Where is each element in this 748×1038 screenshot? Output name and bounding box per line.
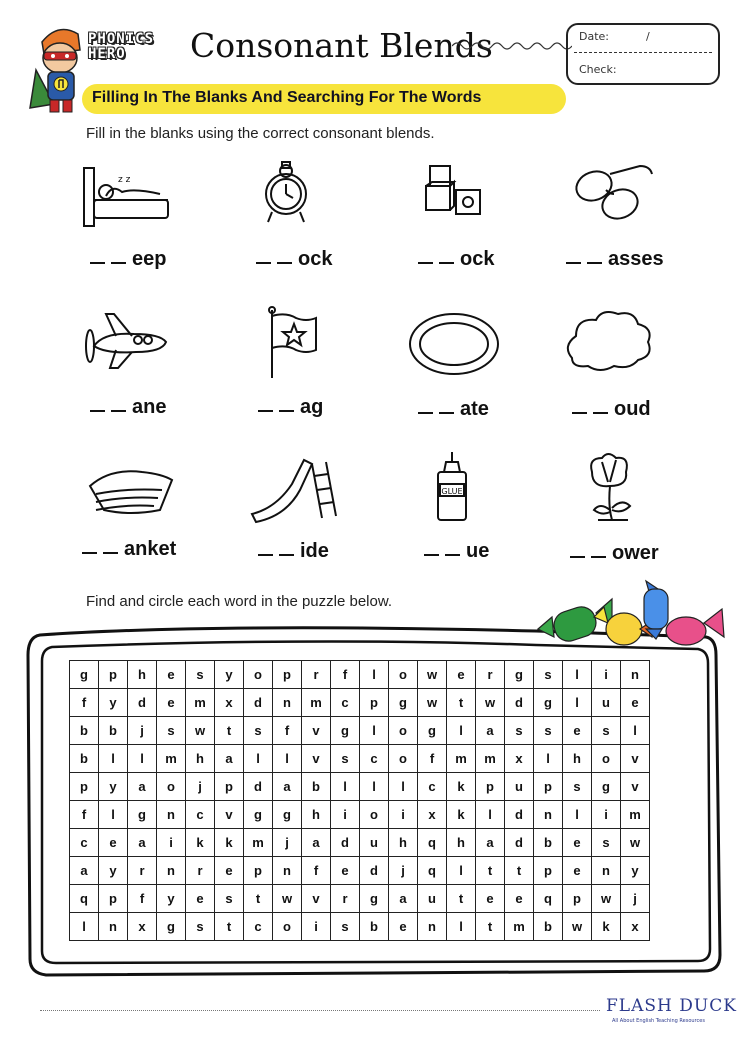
puzzle-cell[interactable]: l [534,745,563,773]
puzzle-cell[interactable]: p [215,773,244,801]
puzzle-cell[interactable]: l [99,801,128,829]
puzzle-cell[interactable]: t [215,717,244,745]
brand-line-1: PHONICS [88,31,155,47]
puzzle-cell[interactable]: p [476,773,505,801]
puzzle-cell[interactable]: k [186,829,215,857]
puzzle-cell[interactable]: e [215,857,244,885]
puzzle-cell[interactable]: o [157,773,186,801]
puzzle-cell[interactable]: f [70,801,99,829]
subtitle: Filling In The Blanks And Searching For The Words [92,89,482,106]
puzzle-cell[interactable]: l [476,801,505,829]
puzzle-cell[interactable]: r [186,857,215,885]
letter-blank[interactable] [111,262,126,264]
letter-blank[interactable] [279,554,294,556]
puzzle-cell[interactable]: n [592,857,621,885]
puzzle-cell[interactable]: l [360,661,389,689]
puzzle-cell[interactable]: v [302,745,331,773]
puzzle-cell[interactable]: m [505,913,534,941]
puzzle-cell[interactable]: f [70,689,99,717]
blank-word-3 [418,248,494,271]
toy-blocks-icon [402,156,502,230]
puzzle-cell[interactable]: u [360,829,389,857]
word-ending: anket [124,538,177,560]
puzzle-cell[interactable]: m [447,745,476,773]
puzzle-cell[interactable]: p [70,773,99,801]
puzzle-cell[interactable]: e [447,661,476,689]
puzzle-cell[interactable]: g [389,689,418,717]
puzzle-cell[interactable]: l [447,913,476,941]
puzzle-cell[interactable]: e [99,829,128,857]
puzzle-cell[interactable]: g [331,717,360,745]
puzzle-cell[interactable]: o [244,661,273,689]
puzzle-cell[interactable]: s [563,773,592,801]
puzzle-cell[interactable]: p [273,661,302,689]
puzzle-cell[interactable]: s [592,717,621,745]
flower-icon [562,452,662,526]
puzzle-row [70,689,650,717]
puzzle-cell[interactable]: j [273,829,302,857]
puzzle-row [70,773,650,801]
puzzle-cell[interactable]: g [505,661,534,689]
puzzle-cell[interactable]: m [621,801,650,829]
candy-decoration-icon [536,573,731,663]
glasses-icon [564,156,664,230]
puzzle-cell[interactable]: l [360,717,389,745]
puzzle-cell[interactable]: w [563,913,592,941]
puzzle-cell[interactable]: g [244,801,273,829]
puzzle-cell[interactable]: i [302,913,331,941]
letter-blank[interactable] [103,552,118,554]
find-instruction: Find and circle each word in the puzzle below. [86,593,393,610]
puzzle-cell[interactable]: g [418,717,447,745]
puzzle-cell[interactable]: v [215,801,244,829]
puzzle-cell[interactable]: d [244,689,273,717]
puzzle-cell[interactable]: d [331,829,360,857]
puzzle-cell[interactable]: a [273,773,302,801]
puzzle-cell[interactable]: e [563,857,592,885]
date-label: Date: [579,30,609,43]
letter-blank[interactable] [418,262,433,264]
letter-blank[interactable] [424,554,439,556]
letter-blank[interactable] [258,410,273,412]
fill-instruction: Fill in the blanks using the correct consonant blends. [86,125,435,142]
word-ending: oud [614,398,651,420]
footer-divider [40,1010,600,1011]
puzzle-cell[interactable]: b [534,913,563,941]
check-label: Check: [579,63,617,76]
puzzle-cell[interactable]: l [563,801,592,829]
puzzle-cell[interactable]: l [563,689,592,717]
puzzle-cell[interactable]: q [418,857,447,885]
puzzle-cell[interactable]: i [592,661,621,689]
puzzle-row [70,801,650,829]
puzzle-cell[interactable]: v [621,773,650,801]
puzzle-cell[interactable]: t [476,913,505,941]
puzzle-cell[interactable]: d [360,857,389,885]
puzzle-cell[interactable]: i [592,801,621,829]
letter-blank[interactable] [591,556,606,558]
puzzle-cell[interactable]: h [128,661,157,689]
blank-word-11 [424,540,489,563]
puzzle-cell[interactable]: w [418,689,447,717]
puzzle-cell[interactable]: r [128,857,157,885]
puzzle-cell[interactable]: f [418,745,447,773]
puzzle-cell[interactable]: c [418,773,447,801]
puzzle-cell[interactable]: t [244,885,273,913]
puzzle-cell[interactable]: a [128,829,157,857]
puzzle-row [70,885,650,913]
letter-blank[interactable] [277,262,292,264]
word-search-grid [69,660,650,941]
word-ending: ane [132,396,167,418]
cloud-icon [558,306,658,380]
puzzle-cell[interactable]: i [331,801,360,829]
puzzle-cell[interactable]: k [592,913,621,941]
puzzle-cell[interactable]: g [360,885,389,913]
word-ending: ower [612,542,659,564]
puzzle-cell[interactable]: s [186,913,215,941]
puzzle-cell[interactable]: p [563,885,592,913]
puzzle-cell[interactable]: j [389,857,418,885]
blank-word-7 [418,398,489,421]
letter-blank[interactable] [279,410,294,412]
puzzle-cell[interactable]: e [186,885,215,913]
puzzle-cell[interactable]: o [389,661,418,689]
letter-blank[interactable] [593,412,608,414]
puzzle-cell[interactable]: g [273,801,302,829]
puzzle-cell[interactable]: x [621,913,650,941]
puzzle-cell[interactable]: o [360,801,389,829]
puzzle-cell[interactable]: b [70,745,99,773]
sleeping-person-icon [72,160,172,234]
puzzle-cell[interactable]: b [99,717,128,745]
puzzle-cell[interactable]: s [157,717,186,745]
puzzle-cell[interactable]: p [99,661,128,689]
puzzle-cell[interactable]: e [389,913,418,941]
blank-word-12 [570,542,659,565]
puzzle-cell[interactable]: r [476,661,505,689]
puzzle-cell[interactable]: u [505,773,534,801]
puzzle-cell[interactable]: y [215,661,244,689]
puzzle-cell[interactable]: g [592,773,621,801]
puzzle-cell[interactable]: a [302,829,331,857]
letter-blank[interactable] [111,410,126,412]
puzzle-cell[interactable]: v [621,745,650,773]
puzzle-cell[interactable]: i [389,801,418,829]
puzzle-row [70,913,650,941]
puzzle-cell[interactable]: h [302,801,331,829]
puzzle-cell[interactable]: e [157,689,186,717]
blank-word-1 [90,248,166,271]
letter-blank[interactable] [258,554,273,556]
date-check-box [566,23,720,85]
puzzle-cell[interactable]: n [273,857,302,885]
puzzle-cell[interactable]: q [70,885,99,913]
puzzle-cell[interactable]: h [186,745,215,773]
alarm-clock-icon [238,156,338,230]
puzzle-cell[interactable]: f [273,717,302,745]
svg-text:z z: z z [118,175,131,185]
puzzle-cell[interactable]: b [302,773,331,801]
airplane-icon [76,306,176,380]
puzzle-cell[interactable]: u [418,885,447,913]
letter-blank[interactable] [90,262,105,264]
letter-blank[interactable] [566,262,581,264]
word-ending: ock [460,248,495,270]
word-ending: eep [132,248,167,270]
puzzle-cell[interactable]: x [128,913,157,941]
puzzle-cell[interactable]: g [157,913,186,941]
puzzle-cell[interactable]: t [447,689,476,717]
puzzle-cell[interactable]: s [534,661,563,689]
puzzle-cell[interactable]: e [563,829,592,857]
puzzle-row [70,857,650,885]
puzzle-cell[interactable]: k [447,773,476,801]
puzzle-cell[interactable]: t [215,913,244,941]
puzzle-cell[interactable]: j [128,717,157,745]
blank-word-4 [566,248,664,271]
puzzle-cell[interactable]: m [302,689,331,717]
puzzle-cell[interactable]: l [563,661,592,689]
puzzle-cell[interactable]: w [592,885,621,913]
letter-blank[interactable] [82,552,97,554]
puzzle-cell[interactable]: s [505,717,534,745]
puzzle-cell[interactable]: r [302,661,331,689]
puzzle-cell[interactable]: w [273,885,302,913]
puzzle-cell[interactable]: m [157,745,186,773]
puzzle-cell[interactable]: l [70,913,99,941]
puzzle-cell[interactable]: l [273,745,302,773]
puzzle-cell[interactable]: f [302,857,331,885]
puzzle-cell[interactable]: m [244,829,273,857]
brand-line-2: HERO [88,46,126,62]
puzzle-cell[interactable]: a [70,857,99,885]
squiggle-divider [452,36,572,56]
word-ending: asses [608,248,664,270]
puzzle-cell[interactable]: l [128,745,157,773]
puzzle-cell[interactable]: b [534,829,563,857]
puzzle-cell[interactable]: s [592,829,621,857]
puzzle-cell[interactable]: g [70,661,99,689]
phonics-hero-logo [88,32,180,72]
puzzle-cell[interactable]: j [621,885,650,913]
puzzle-cell[interactable]: x [505,745,534,773]
puzzle-cell[interactable]: w [186,717,215,745]
date-divider [574,52,712,53]
puzzle-cell[interactable]: p [360,689,389,717]
puzzle-cell[interactable]: m [476,745,505,773]
puzzle-cell[interactable]: h [389,829,418,857]
letter-blank[interactable] [570,556,585,558]
puzzle-cell[interactable]: w [621,829,650,857]
page-title: Consonant Blends [190,26,493,65]
puzzle-cell[interactable]: e [563,717,592,745]
puzzle-cell[interactable]: n [418,913,447,941]
puzzle-cell[interactable]: n [99,913,128,941]
date-slash: / [646,30,650,43]
puzzle-cell[interactable]: a [476,829,505,857]
blank-word-6 [258,396,323,419]
puzzle-cell[interactable]: k [215,829,244,857]
puzzle-cell[interactable]: y [99,689,128,717]
folded-blanket-icon [82,456,182,530]
puzzle-cell[interactable]: l [331,773,360,801]
puzzle-cell[interactable]: o [592,745,621,773]
puzzle-cell[interactable]: i [157,829,186,857]
puzzle-cell[interactable]: d [128,689,157,717]
puzzle-cell[interactable]: j [186,773,215,801]
slide-icon [246,452,346,526]
puzzle-cell[interactable]: e [476,885,505,913]
puzzle-cell[interactable]: l [447,717,476,745]
puzzle-cell[interactable]: a [215,745,244,773]
puzzle-cell[interactable]: x [418,801,447,829]
puzzle-cell[interactable]: s [215,885,244,913]
puzzle-cell[interactable]: s [244,717,273,745]
puzzle-cell[interactable]: t [447,885,476,913]
puzzle-cell[interactable]: e [157,661,186,689]
puzzle-cell[interactable]: a [476,717,505,745]
letter-blank[interactable] [90,410,105,412]
puzzle-cell[interactable]: l [447,857,476,885]
puzzle-row [70,717,650,745]
puzzle-cell[interactable]: m [186,689,215,717]
puzzle-cell[interactable]: n [273,689,302,717]
puzzle-cell[interactable]: y [99,773,128,801]
puzzle-cell[interactable]: y [621,857,650,885]
letter-blank[interactable] [572,412,587,414]
puzzle-cell[interactable]: d [505,689,534,717]
puzzle-cell[interactable]: t [505,857,534,885]
puzzle-cell[interactable]: l [244,745,273,773]
puzzle-cell[interactable]: e [331,857,360,885]
blank-word-5 [90,396,166,419]
puzzle-cell[interactable]: k [447,801,476,829]
puzzle-cell[interactable]: y [99,857,128,885]
word-ending: ock [298,248,333,270]
puzzle-cell[interactable]: n [157,801,186,829]
logo-tagline: All About English Teaching Resources [612,1018,705,1024]
puzzle-cell[interactable]: o [389,717,418,745]
puzzle-cell[interactable]: p [534,773,563,801]
letter-blank[interactable] [439,412,454,414]
puzzle-cell[interactable]: f [128,885,157,913]
glue-label: GLUE [441,487,463,496]
puzzle-cell[interactable]: q [418,829,447,857]
letter-blank[interactable] [445,554,460,556]
puzzle-cell[interactable]: w [476,689,505,717]
puzzle-row [70,745,650,773]
puzzle-cell[interactable]: l [99,745,128,773]
puzzle-cell[interactable]: c [331,689,360,717]
puzzle-cell[interactable]: q [534,885,563,913]
puzzle-cell[interactable]: e [505,885,534,913]
puzzle-cell[interactable]: a [389,885,418,913]
puzzle-cell[interactable]: s [186,661,215,689]
puzzle-cell[interactable]: c [244,913,273,941]
puzzle-cell[interactable]: t [476,857,505,885]
puzzle-cell[interactable]: b [70,717,99,745]
puzzle-cell[interactable]: l [389,773,418,801]
word-ending: ag [300,396,324,418]
puzzle-cell[interactable]: x [215,689,244,717]
puzzle-cell[interactable]: n [534,801,563,829]
puzzle-cell[interactable]: g [534,689,563,717]
word-ending: ate [460,398,489,420]
word-ending: ue [466,540,490,562]
blank-word-8 [572,398,651,421]
puzzle-cell[interactable]: b [360,913,389,941]
puzzle-cell[interactable]: e [621,689,650,717]
puzzle-cell[interactable]: l [360,773,389,801]
puzzle-cell[interactable]: y [157,885,186,913]
puzzle-cell[interactable]: r [331,885,360,913]
puzzle-cell[interactable]: v [302,717,331,745]
puzzle-cell[interactable]: d [505,829,534,857]
letter-blank[interactable] [418,412,433,414]
puzzle-cell[interactable]: n [621,661,650,689]
blank-word-9 [82,538,176,561]
puzzle-cell[interactable]: p [534,857,563,885]
puzzle-cell[interactable]: h [447,829,476,857]
glue-bottle-icon [402,450,502,524]
puzzle-cell[interactable]: h [563,745,592,773]
puzzle-row [70,661,650,689]
puzzle-cell[interactable]: o [273,913,302,941]
puzzle-cell[interactable]: c [70,829,99,857]
puzzle-cell[interactable]: c [186,801,215,829]
puzzle-cell[interactable]: c [360,745,389,773]
puzzle-cell[interactable]: s [331,913,360,941]
puzzle-cell[interactable]: s [534,717,563,745]
puzzle-cell[interactable]: d [505,801,534,829]
plate-icon [402,306,502,380]
puzzle-cell[interactable]: n [157,857,186,885]
flag-icon [238,306,338,380]
word-ending: ide [300,540,329,562]
puzzle-cell[interactable]: p [99,885,128,913]
puzzle-cell[interactable]: o [389,745,418,773]
puzzle-row [70,829,650,857]
blank-word-2 [256,248,332,271]
puzzle-cell[interactable]: g [128,801,157,829]
puzzle-cell[interactable]: s [331,745,360,773]
letter-blank[interactable] [587,262,602,264]
letter-blank[interactable] [439,262,454,264]
puzzle-cell[interactable]: w [418,661,447,689]
blank-word-10 [258,540,329,563]
puzzle-cell[interactable]: f [331,661,360,689]
puzzle-cell[interactable]: l [621,717,650,745]
puzzle-cell[interactable]: p [244,857,273,885]
puzzle-cell[interactable]: v [302,885,331,913]
flash-duck-logo: FLASH DUCK [606,996,737,1016]
puzzle-cell[interactable]: u [592,689,621,717]
puzzle-cell[interactable]: a [128,773,157,801]
letter-blank[interactable] [256,262,271,264]
puzzle-cell[interactable]: d [244,773,273,801]
